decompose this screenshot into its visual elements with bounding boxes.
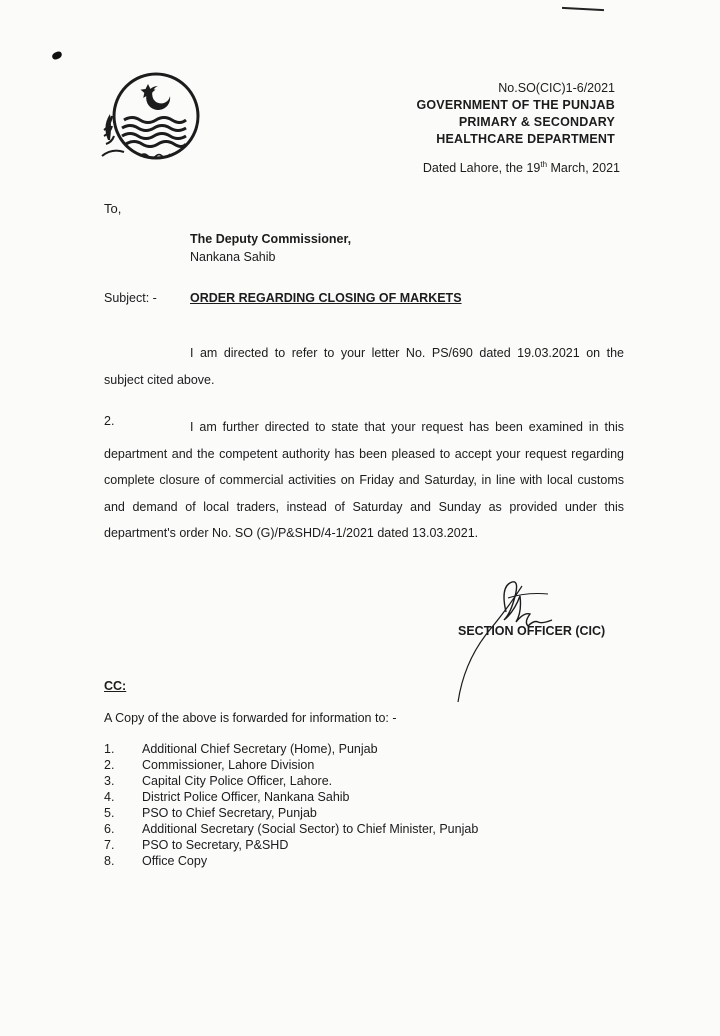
department-line-2: HEALTHCARE DEPARTMENT: [436, 132, 615, 146]
cc-label: CC:: [104, 679, 127, 693]
list-item-number: 3.: [104, 774, 115, 788]
list-item-number: 8.: [104, 854, 115, 868]
cc-list: [104, 741, 478, 869]
list-item-text: PSO to Secretary, P&SHD: [142, 838, 289, 852]
paragraph-1: I am directed to refer to your letter No. PS/690 dated 19.03.2021 on the subject cited above.: [104, 346, 624, 387]
list-item-text: Office Copy: [142, 854, 208, 868]
date-sup: th: [540, 160, 548, 169]
scan-mark: [562, 7, 604, 11]
list-item-number: 6.: [104, 822, 115, 836]
paragraph-2-number: 2.: [104, 414, 115, 428]
list-item-number: 7.: [104, 838, 115, 852]
list-item-number: 5.: [104, 806, 115, 820]
list-item: [104, 853, 478, 869]
subject-text: ORDER REGARDING CLOSING OF MARKETS: [190, 291, 462, 305]
list-item: [104, 805, 478, 821]
signature-icon: [448, 572, 578, 712]
list-item-number: 1.: [104, 742, 115, 756]
list-item: [104, 837, 478, 853]
govt-name: GOVERNMENT OF THE PUNJAB: [416, 98, 615, 112]
list-item: [104, 821, 478, 837]
department-line-1: PRIMARY & SECONDARY: [458, 115, 615, 129]
cc-intro: A Copy of the above is forwarded for information to: -: [104, 711, 397, 725]
list-item: [104, 757, 478, 773]
list-item-text: Capital City Police Officer, Lahore.: [142, 774, 333, 788]
signatory-title: SECTION OFFICER (CIC): [458, 624, 606, 638]
date-suffix: March, 2021: [547, 161, 620, 176]
reference-number: No.SO(CIC)1-6/2021: [498, 81, 615, 95]
recipient-name: The Deputy Commissioner,: [190, 232, 352, 246]
list-item-text: Additional Secretary (Social Sector) to Chief Minister, Punjab: [142, 822, 479, 836]
list-item: [104, 741, 478, 757]
list-item-text: Commissioner, Lahore Division: [142, 758, 315, 772]
subject-label: Subject: -: [104, 291, 157, 305]
list-item-text: District Police Officer, Nankana Sahib: [142, 790, 350, 804]
list-item: [104, 773, 478, 789]
letterhead: [416, 80, 615, 148]
paragraph-2: I am further directed to state that your request has been examined in this department and the competent authority has been pleased to accept your request regarding complete closure of commercial activities on Friday and Saturday, in line with local customs and demand of local traders, instead of Saturday and Sunday as provided under this department's order No. SO (G)/P&SHD/4-1/2021 dated 13.03.2021.: [104, 420, 624, 540]
date-prefix: Dated Lahore, the 19: [422, 161, 541, 176]
to-label: To,: [104, 201, 122, 216]
list-item: [104, 789, 478, 805]
letter-date: [423, 160, 620, 175]
list-item-number: 2.: [104, 758, 115, 772]
list-item-number: 4.: [104, 790, 115, 804]
punjab-emblem-icon: [96, 70, 204, 170]
recipient-place: Nankana Sahib: [190, 250, 276, 264]
recipient-address: [190, 230, 351, 266]
list-item-text: Additional Chief Secretary (Home), Punjab: [142, 742, 378, 756]
list-item-text: PSO to Chief Secretary, Punjab: [142, 806, 317, 820]
ink-dot: [51, 51, 63, 61]
